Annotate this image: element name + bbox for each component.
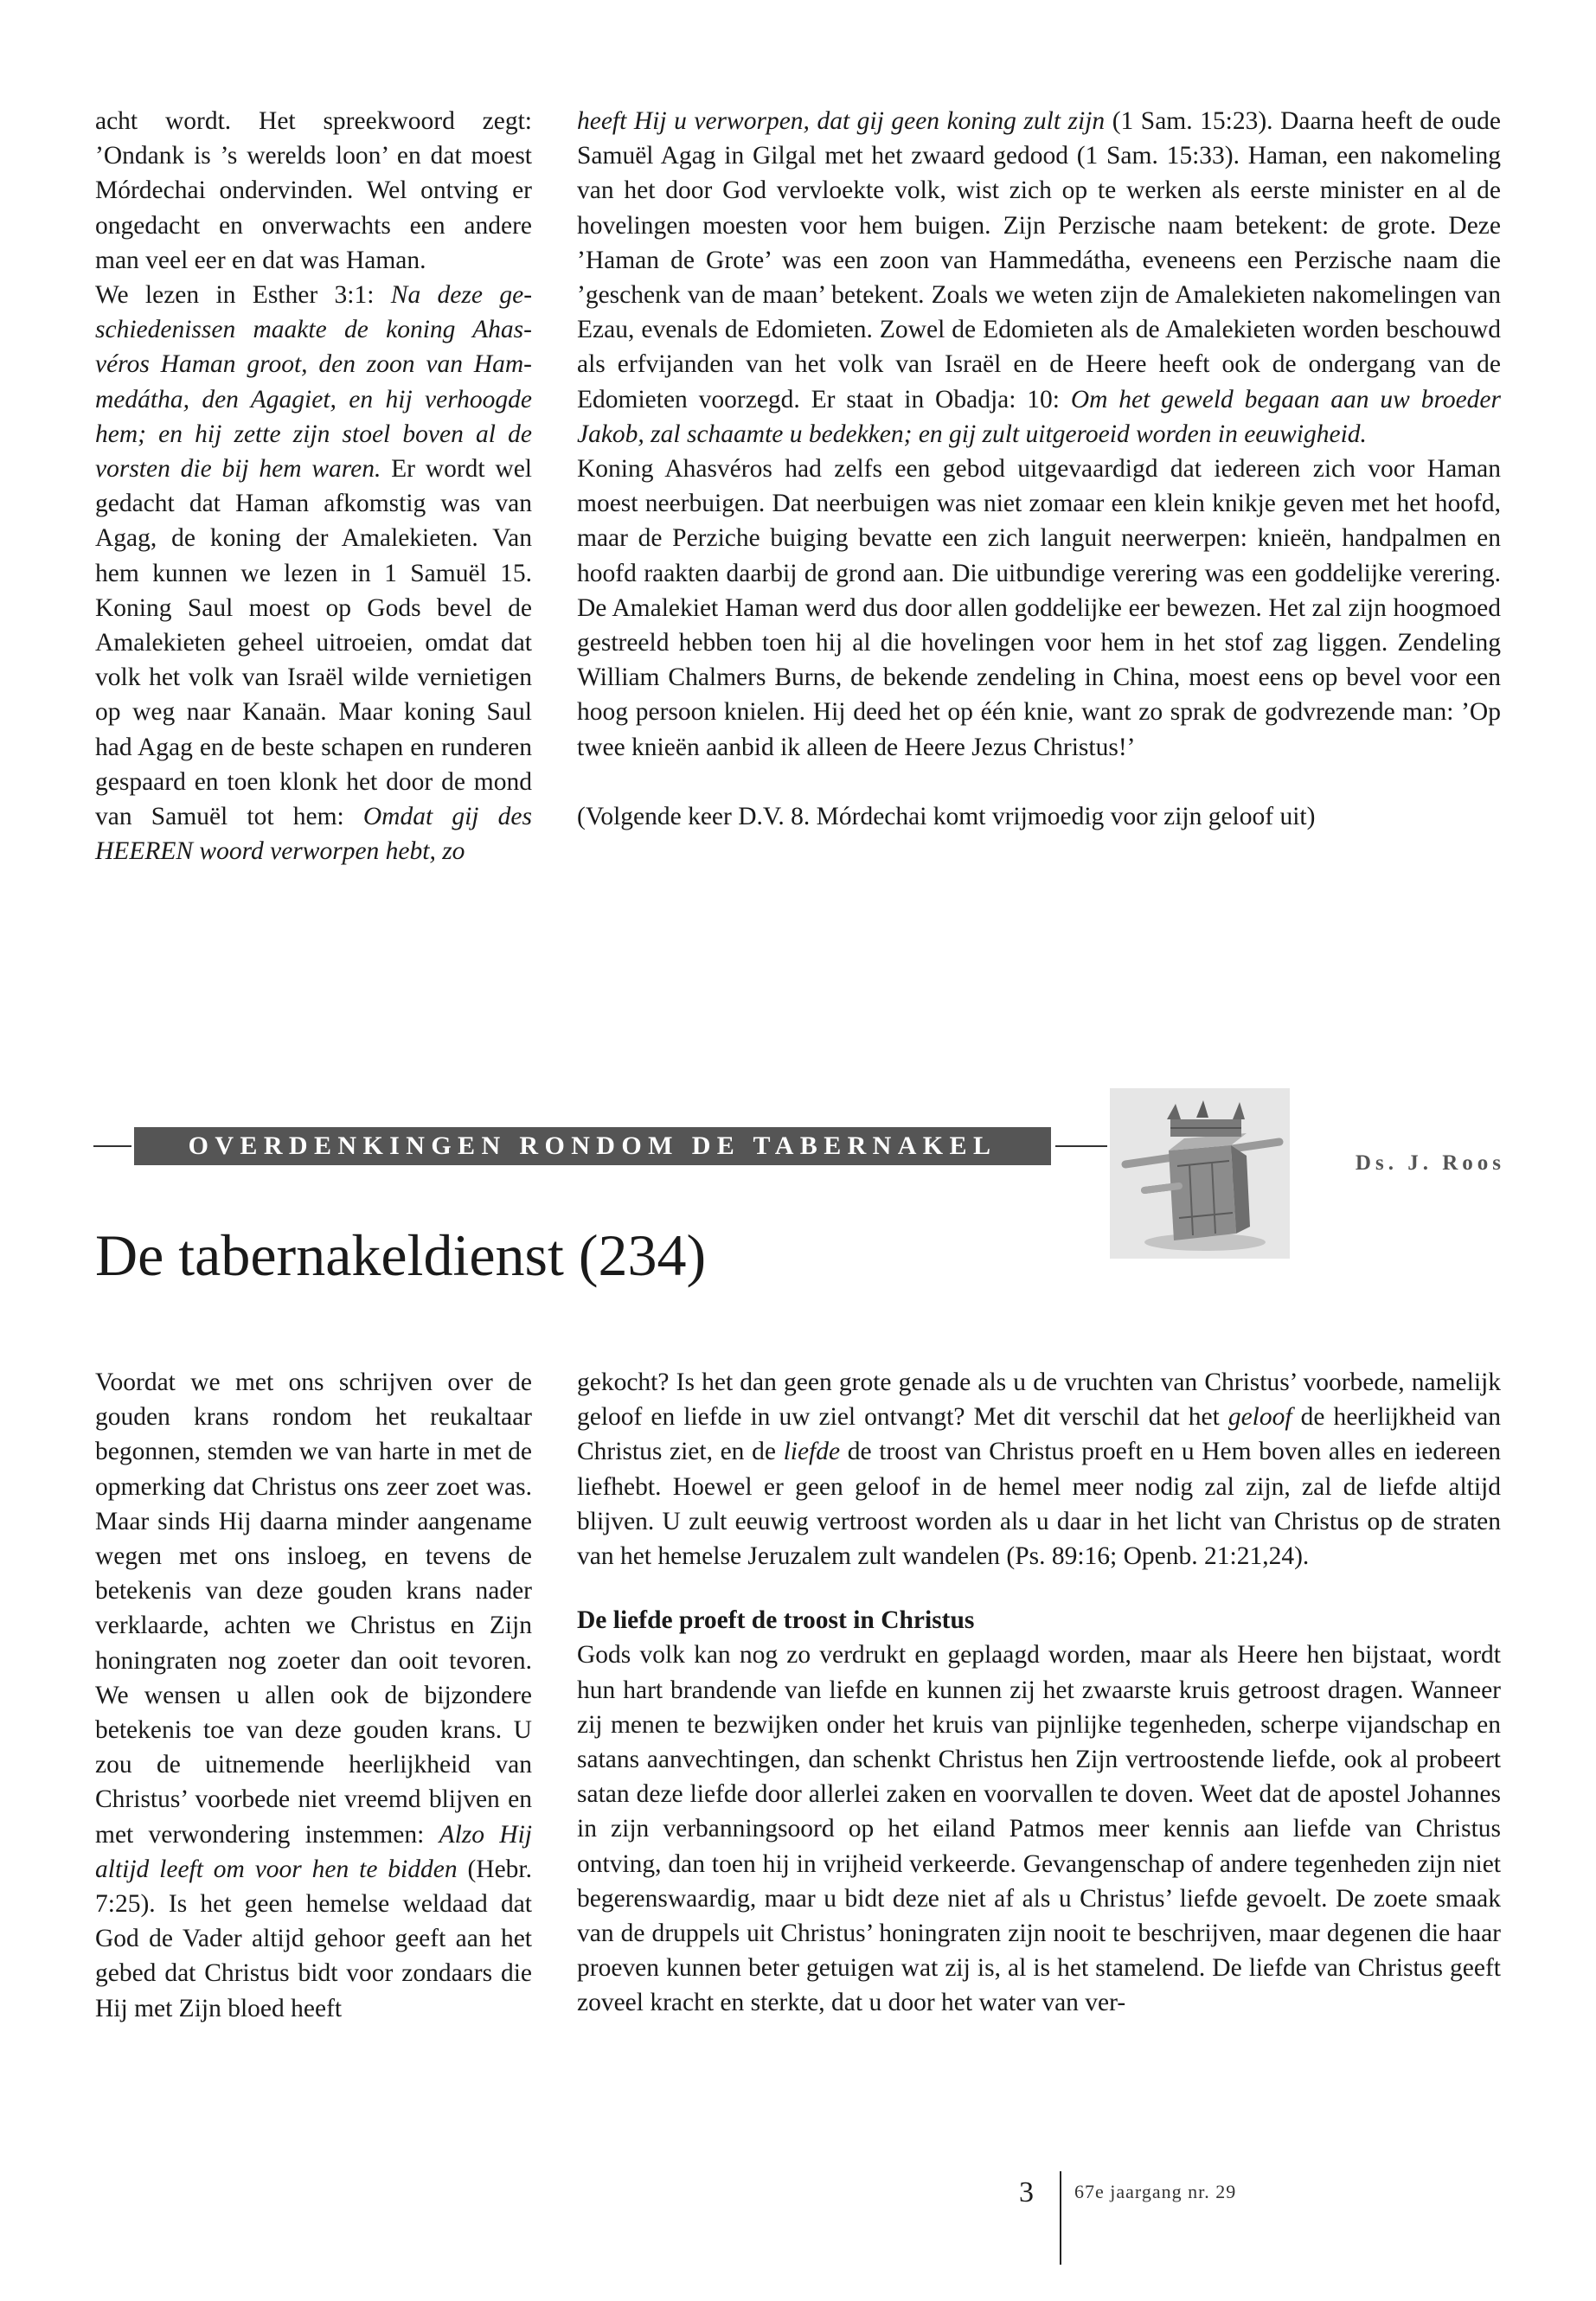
header-rule-right <box>1055 1145 1107 1147</box>
text-run: acht wordt. Het spreekwoord zegt: ’Ondank is ’s werelds loon’ en dat moest Mórdechai ondervinden. Wel ontving er ongedacht en onverwachts een andere man veel eer en dat was Haman. <box>95 107 532 274</box>
scripture-quote: heeft Hij u verworpen, dat gij geen koning zult zijn <box>577 107 1106 135</box>
paragraph <box>95 104 532 278</box>
page-number: 3 <box>1019 2176 1034 2208</box>
paragraph <box>577 452 1501 765</box>
paragraph <box>577 1365 1501 1574</box>
text-run: gekocht? Is het dan geen grote genade als u de vruchten van Christus’ voorbede, namelijk geloof en liefde in uw ziel ontvangt? Met dit verschil dat het <box>577 1368 1501 1432</box>
top-right-column <box>577 104 1501 834</box>
text-run: Voordat we met ons schrijven over de gouden krans rondom het reukaltaar begonnen, stemden we van harte in met de opmerking dat Christus ons zeer zoet was. Maar sinds Hij daarna minder aangename wegen met ons insloeg, en tevens de betekenis van deze gouden krans nader verklaarde, achten we Christus en Zijn honingraten nog zoeter dan ooit tevoren. We wensen u allen ook de bijzondere betekenis toe van deze gouden krans. U zou de uitnemende heerlijkheid van Christus’ voorbede niet vreemd blijven en met verwondering instemmen: <box>95 1368 532 1849</box>
text-run: de troost van Christus proeft en u Hem boven alles en iedereen liefhebt. Hoewel er geen geloof in de hemel meer nodig zal zijn, zal de liefde altijd blijven. U zult eeuwig vertroost worden als u daar in het licht van Christus op de straten van het hemelse Jeruzalem zult wandelen (Ps. 89:16; Openb. 21:21,24). <box>577 1438 1502 1571</box>
paragraph: Gods volk kan nog zo verdrukt en geplaagd worden, maar als Heere hen bijstaat, wordt hun hart brandende van liefde en kunnen zij het zwaarste kruis getroost dragen. Wanneer zij menen te bezwijken onder het kruis van pijnlijke tegenheden, scherpe vijandschap en satans aanvechtingen, dan schenkt Christus hen Zijn vertroostende liefde, ook al probeert satan deze liefde door allerlei zaken en voorvallen te doven. Weet dat de apostel Johannes in zijn verbanningsoord op het eiland Patmos meer kennis aan liefde van Christus ontving, dan toen hij in vrijheid verkeerde. Gevangenschap of andere tegenheden zijn niet begerenswaardig, maar u bidt deze niet af als u Christus’ liefde gevoelt. De zoete smaak van de druppels uit Christus’ honingraten zijn nooit te beschrijven, maar degenen die haar proeven kunnen beter getuigen wat zij is, al is het stamelend. De liefde van Christus geeft zoveel kracht en sterkte, dat u door het water van ver- <box>577 1641 1501 2017</box>
bottom-right-column <box>577 1365 1501 2021</box>
emphasis: geloof <box>1227 1403 1292 1432</box>
text-run: Er wordt wel gedacht dat Haman afkomstig was van Agag, de koning der Amalekieten. Van hem kunnen we lezen in 1 Samuël 15. Koning Saul moest op Gods bevel de Amalekieten geheel uitroeien, omdat dat volk het volk van Israël wilde vernietigen op weg naar Kanaän. Maar koning Saul had Agag en de beste schapen en runderen gespaard en toen klonk het door de mond van Samuël tot hem: <box>95 455 533 831</box>
text-run: de heerlijkheid van Christus ziet, en de <box>577 1403 1501 1466</box>
section-band: OVERDENKINGEN RONDOM DE TABERNAKEL <box>134 1127 1051 1165</box>
issue-label: 67e jaargang nr. 29 <box>1074 2181 1237 2202</box>
text-run: (Hebr. 7:25). Is het geen hemelse weldaad dat God de Vader altijd gehoor geeft aan het gebed dat Christus bidt voor zondaars die Hij met Zijn bloed heeft <box>95 1855 532 2022</box>
next-time-note: (Volgende keer D.V. 8. Mórdechai komt vrijmoedig voor zijn geloof uit) <box>577 802 1316 830</box>
footer-rule <box>1060 2171 1061 2265</box>
paragraph <box>95 1365 532 2026</box>
author-byline: Ds. J. Roos <box>1355 1151 1505 1175</box>
scripture-quote: Na deze geschiedenissen maakte de koning Ahasvéros Haman groot, den zoon van Hammedátha, den Agagiet, en hij verhoogde hem; en hij zette zijn stoel boven al de vorsten die bij hem waren. <box>95 281 533 484</box>
top-left-column <box>95 104 532 868</box>
article-title: De tabernakeldienst (234) <box>95 1222 707 1288</box>
text-run: (1 Sam. 15:23). Daarna heeft de oude Samuël Agag in Gilgal met het zwaard gedood (1 Sam. 15:33). Haman, een nakomeling van het door God vervloekte volk, wist zich op te werken als eerste minister en al de hovelingen moesten voor hem buigen. Zijn Perzische naam betekent: de grote. Deze ’Haman de Grote’ was een zoon van Hammedátha, eveneens een Perzische naam die ’geschenk van de maan’ betekent. Zoals we weten zijn de Amalekieten nakomelingen van Ezau, evenals de Edomieten. Zowel de Edomieten als de Amalekieten worden beschouwd als erfvijanden van het volk van Israël en de Heere heeft ook de ondergang van de Edomieten voorzegd. Er staat in Obadja: 10: <box>577 107 1501 413</box>
scripture-quote: Alzo Hij altijd leeft om voor hen te bidden <box>95 1820 532 1883</box>
scripture-quote: Om het geweld begaan aan uw broeder Jakob, zal schaamte u bedekken; en gij zult uitgeroeid worden in eeuwigheid. <box>577 385 1502 448</box>
subheading: De liefde proeft de troost in Christus <box>577 1606 975 1635</box>
paragraph <box>95 278 532 868</box>
ark-of-covenant-illustration <box>1110 1088 1290 1259</box>
header-rule-left <box>93 1145 131 1147</box>
text-run: We lezen in Esther 3:1: <box>95 281 391 310</box>
scripture-quote: Omdat gij des HEEREN woord verworpen hebt, zo <box>95 803 532 866</box>
emphasis: liefde <box>783 1438 841 1466</box>
paragraph <box>577 104 1501 452</box>
bottom-left-column <box>95 1365 532 2026</box>
text-run: Koning Ahasvéros had zelfs een gebod uitgevaardigd dat iedereen zich voor Haman moest neerbuigen. Dat neerbuigen was niet zomaar een klein knikje geven met het hoofd, maar de Perziche buiging bevatte een zich languit neerwerpen: knieën, handpalmen en hoofd raakten daarbij de grond aan. Die uitbundige verering was een goddelijke verering. De Amalekiet Haman werd dus door allen goddelijke eer bewezen. Het zal zijn hoogmoed gestreeld hebben toen hij al die hovelingen voor hem in het stof zag liggen. Zendeling William Chalmers Burns, de bekende zendeling in China, moest eens op bevel voor een hoog persoon knielen. Hij deed het op één knie, want zo sprak de godvrezende man: ’Op twee knieën aanbid ik alleen de Heere Jezus Christus!’ <box>577 455 1501 761</box>
